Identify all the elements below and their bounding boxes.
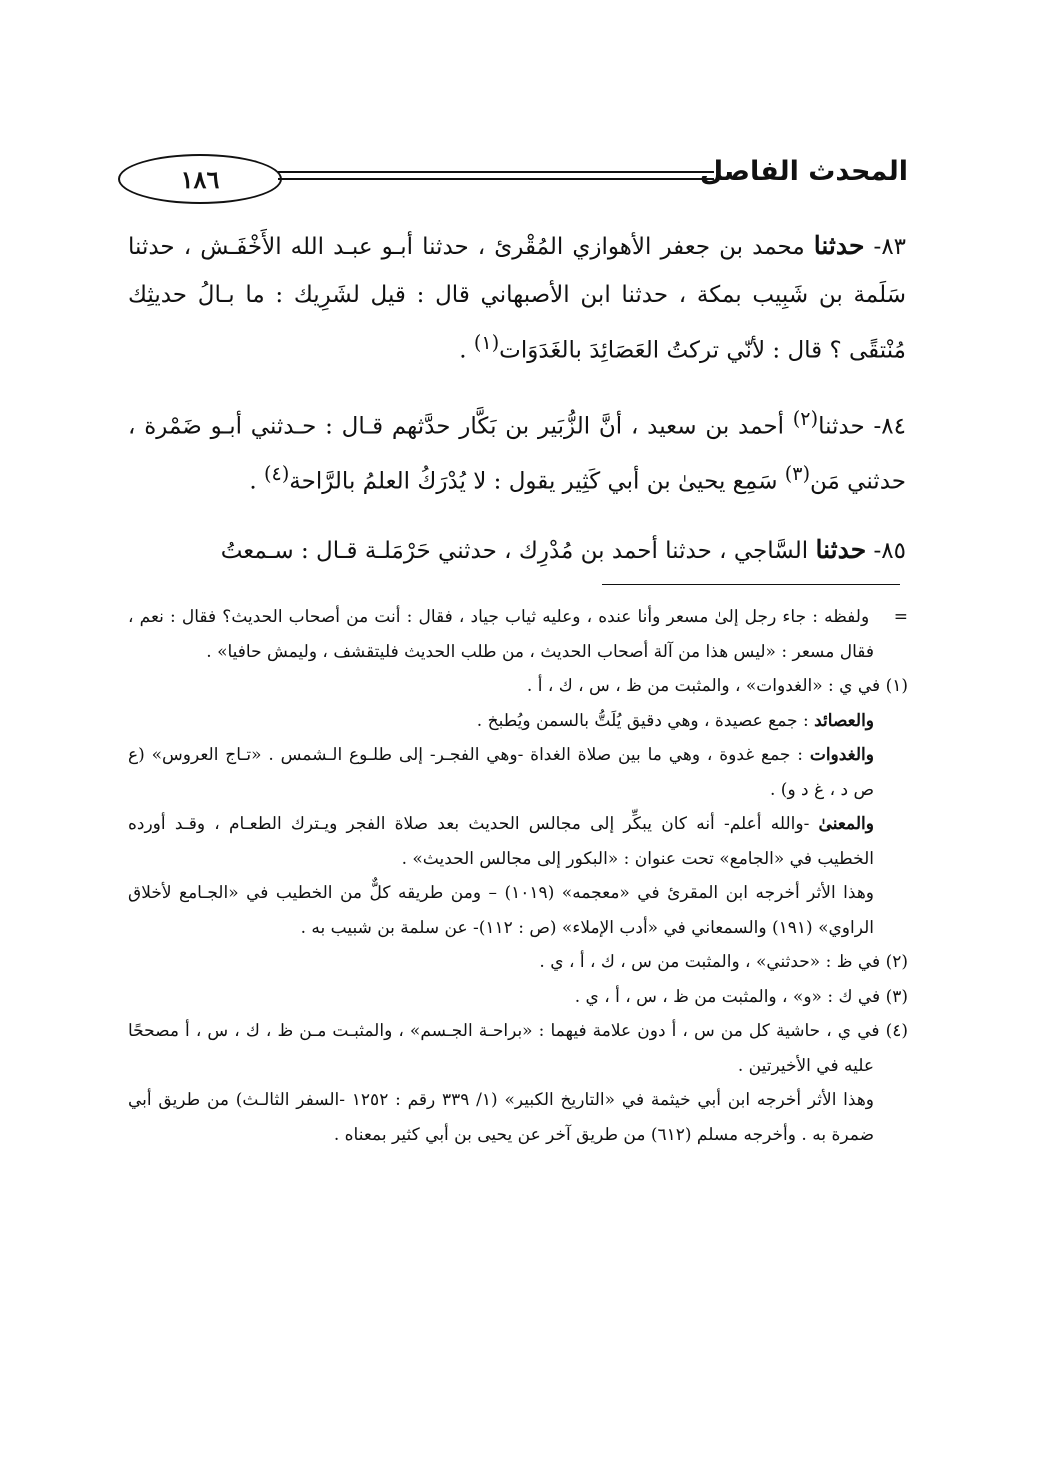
term-meaning: والمعنىٰ — [818, 814, 874, 834]
footnote-3: (٣) في ك : «و» ، والمثبت من ظ ، س ، أ ، ي . — [574, 986, 908, 1007]
hadith-85-text: السَّاجي ، حدثنا أحمد بن مُدْرِك ، حدثني حَرْمَلـة قـال : سـمعتُ — [220, 537, 809, 564]
footnotes — [128, 600, 908, 1152]
hadith-83 — [128, 222, 906, 375]
footnote-1-asaid — [128, 704, 908, 739]
footnote-ref-4: (٤) — [264, 462, 290, 486]
term-ghadawat: والغدوات — [809, 745, 874, 765]
hadith-84-part3: سَمِع يحيىٰ بن أبي كَثِير يقول : لا يُدْرَكُ العلمُ بالرَّاحة — [289, 468, 785, 495]
continuation-text: ولفظه : جاء رجل إلىٰ مسعر وأنا عنده ، وعليه ثياب جياد ، فقال : أنت من أصحاب الحديث؟ فقال : نعم ، فقال مسعر : «ليس هذا من آلة أصحاب الحديث ، من طلب الحديث فليتقشف ، وليمش حافيا» . — [128, 607, 874, 662]
footnote-1-meaning — [128, 807, 908, 876]
book-title: المحدث الفاصل — [699, 156, 908, 187]
hadith-84-part1: ٨٤- حدثنا — [818, 413, 906, 440]
running-header — [118, 150, 908, 212]
footnote-ref-1: (١) — [473, 331, 500, 354]
footnote-separator — [602, 584, 900, 585]
footnote-1-source: وهذا الأثر أخرجه ابن المقرئ في «معجمه» (١٠١٩) – ومن طريقه كلٌّ من الخطيب في «الجـامع لأخلاق الراوي» (١٩١) والسمعاني في «أدب الإملاء» (ص : ١١٢)- عن سلمة بن شبيب به . — [128, 883, 874, 938]
page-number-oval — [118, 154, 282, 204]
def-ghadawat: : جمع غدوة ، وهي ما بين صلاة الغداة -وهي الفجـر- إلى طلـوع الـشمس . «تـاج العروس» (ع ص د ، غ د و) . — [128, 745, 874, 800]
hadith-83-end: . — [459, 337, 474, 364]
footnote-2: (٢) في ظ : «حدثني» ، والمثبت من س ، ك ، أ ، ي . — [539, 952, 908, 972]
def-meaning: -والله أعلم- أنه كان يبكِّر إلى مجالس الحديث بعد صلاة الفجر ويـترك الطعـام ، وقـد أورده الخطيب في «الجامع» تحت عنوان : «البكور إلى مجالس الحديث» . — [128, 814, 874, 869]
footnote-continuation — [128, 600, 908, 669]
hadith-83-opening: حدثنا — [813, 231, 865, 260]
page-number: ١٨٦ — [180, 164, 220, 194]
continuation-mark: = — [893, 607, 908, 627]
term-asaid: والعصائد — [814, 710, 874, 731]
footnote-4: (٤) في ي ، حاشية كل من س ، أ دون علامة فيهما : «براحـة الجـسم» ، والمثبـت مـن ظ ، ك ، س ، أ مصححًا عليه في الأخيرتين . — [128, 1021, 908, 1076]
header-rule-lower — [278, 178, 714, 180]
hadith-84-end: . — [249, 468, 265, 495]
main-text — [128, 222, 906, 595]
footnote-ref-2: (٢) — [792, 406, 819, 430]
hadith-84-part2: أحمد بن سعيد ، أنَّ الزُّبَير بن بَكَّار حدَّثهم قـال : حـدثني أبـو ضَمْرة ، حدثني مَن — [128, 413, 906, 495]
def-asaid: : جمع عصيدة ، وهي دقيق يُلَتُّ بالسمن ويُطبخ . — [476, 710, 815, 731]
hadith-85 — [128, 526, 906, 575]
footnote-4-source: وهذا الأثر أخرجه ابن أبي خيثمة في «التاريخ الكبير» (١/ ٣٣٩ رقم : ١٢٥٢ -السفر الثالـث) من طريق أبي ضمرة به . وأخرجه مسلم (٦١٢) من طريق آخر عن يحيى بن أبي كثير بمعناه . — [128, 1090, 875, 1145]
hadith-85-opening: حدثنا — [815, 534, 867, 564]
hadith-85-number: ٨٥- — [873, 537, 906, 564]
hadith-83-text: محمد بن جعفر الأهوازي المُقْرئ ، حدثنا أبـو عبـد الله الأَخْفَـش ، حدثنا سَلَمة بن شَبِيب بمكة ، حدثنا ابن الأصبهاني قال : قيل لشَرِيك : ما بـالُ حديثِك مُنْتقًى ؟ قال : لأنّي تركتُ العَصَائِدَ بالغَدَوَات — [128, 234, 906, 364]
header-rule-upper — [278, 171, 714, 173]
footnote-1-ghadawat — [128, 738, 908, 807]
hadith-84 — [128, 395, 906, 506]
footnote-1: (١) في ي : «الغدوات» ، والمثبت من ظ ، س ، ك ، أ . — [526, 676, 908, 696]
hadith-83-number: ٨٣- — [873, 234, 907, 260]
footnote-ref-3: (٣) — [784, 462, 811, 486]
